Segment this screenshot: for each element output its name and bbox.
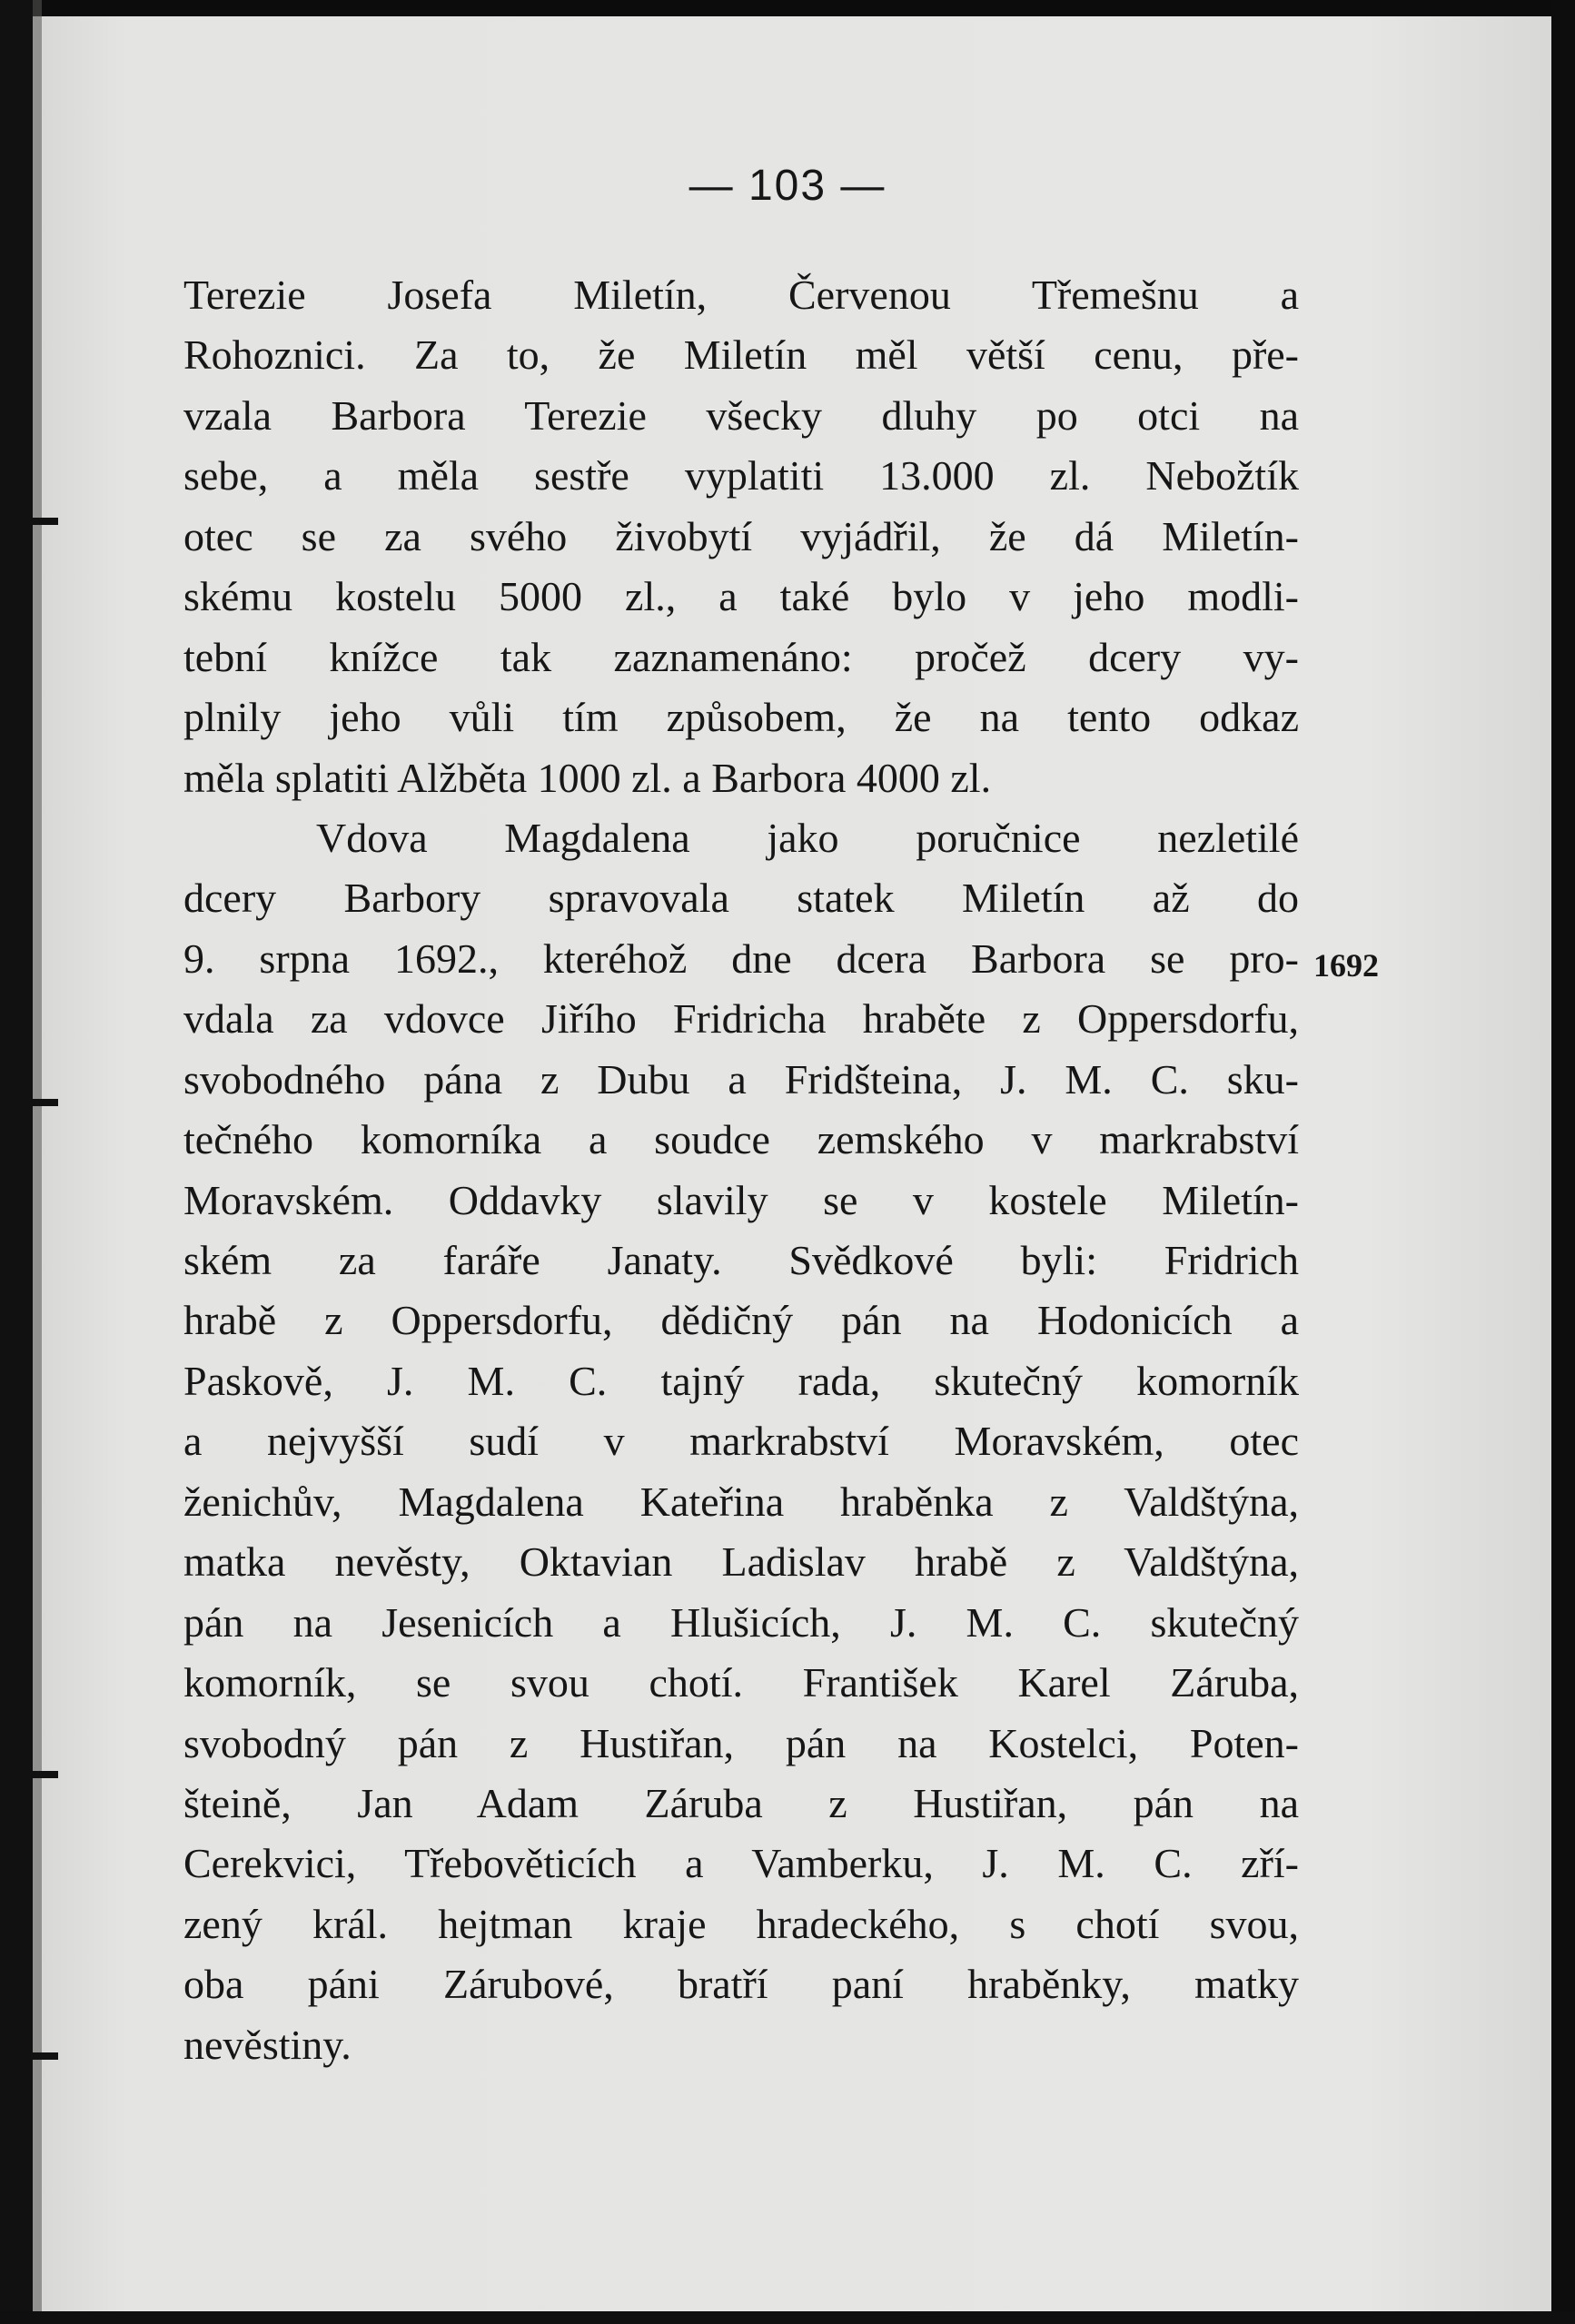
text-line: Rohoznici. Za to, že Miletín měl větší cenu, pře- <box>183 331 1299 379</box>
page-number: — 103 — <box>688 162 887 210</box>
text-line: vdala za vdovce Jiřího Fridricha hraběte z Oppersdorfu, <box>183 995 1299 1043</box>
text-line: nevěstiny. <box>183 2021 352 2068</box>
text-line: dcery Barbory spravovala statek Miletín až do <box>183 875 1299 922</box>
text-line: 9. srpna 1692., kteréhož dne dcera Barbora se pro- <box>183 935 1299 982</box>
text-line: matka nevěsty, Oktavian Ladislav hrabě z Valdštýna, <box>183 1538 1299 1586</box>
text-line: tečného komorníka a soudce zemského v markrabství <box>183 1116 1299 1163</box>
scan-top-border <box>0 0 1575 16</box>
text-line: oba páni Zárubové, bratří paní hraběnky, matky <box>183 1961 1299 2008</box>
scan-edge-mark <box>0 518 58 525</box>
text-line: komorník, se svou chotí. František Karel Záruba, <box>183 1659 1299 1706</box>
text-line: a nejvyšší sudí v markrabství Moravském, otec <box>183 1418 1299 1465</box>
body-text <box>183 265 1299 2075</box>
scan-edge-mark <box>0 1771 58 1778</box>
text-line: Terezie Josefa Miletín, Červenou Třemešnu a <box>183 272 1299 318</box>
scan-edge-mark <box>0 2052 58 2060</box>
scan-right-border <box>1551 0 1575 2324</box>
text-line: Cerekvici, Třebověticích a Vamberku, J. M. C. zří- <box>183 1840 1299 1887</box>
text-line: vzala Barbora Terezie všecky dluhy po otci na <box>183 391 1299 439</box>
scan-left-shadow <box>33 0 42 2324</box>
scan-edge-mark <box>0 1099 58 1106</box>
text-line: plnily jeho vůli tím způsobem, že na tento odkaz <box>183 694 1299 741</box>
text-line: Paskově, J. M. C. tajný rada, skutečný komorník <box>183 1357 1299 1404</box>
scan-left-border <box>0 0 33 2324</box>
text-line: hrabě z Oppersdorfu, dědičný pán na Hodonicích a <box>183 1297 1299 1344</box>
text-line: šteině, Jan Adam Záruba z Hustiřan, pán na <box>183 1779 1299 1826</box>
text-line: Moravském. Oddavky slavily se v kostele Miletín- <box>183 1176 1299 1223</box>
text-line: tební knížce tak zaznamenáno: pročež dcery vy- <box>183 633 1299 680</box>
text-line: ženichův, Magdalena Kateřina hraběnka z Valdštýna, <box>183 1478 1299 1525</box>
text-line: měla splatiti Alžběta 1000 zl. a Barbora 4000 zl. <box>183 754 992 801</box>
text-line: skému kostelu 5000 zl., a také bylo v jeho modli- <box>183 573 1299 620</box>
text-line: ském za faráře Janaty. Svědkové byli: Fridrich <box>183 1237 1299 1283</box>
text-line: sebe, a měla sestře vyplatiti 13.000 zl. Nebožtík <box>183 452 1299 499</box>
text-line: otec se za svého živobytí vyjádřil, že dá Miletín- <box>183 512 1299 559</box>
margin-year-note: 1692 <box>1313 947 1379 984</box>
text-line: svobodný pán z Hustiřan, pán na Kostelci, Poten- <box>183 1719 1299 1766</box>
scan-bottom-border <box>0 2311 1575 2324</box>
text-line: zený král. hejtman kraje hradeckého, s chotí svou, <box>183 1900 1299 1947</box>
text-line: pán na Jesenicích a Hlušicích, J. M. C. skutečný <box>183 1598 1299 1646</box>
text-line: svobodného pána z Dubu a Fridšteina, J. M. C. sku- <box>183 1055 1299 1103</box>
text-line: Vdova Magdalena jako poručnice nezletilé <box>316 814 1299 861</box>
